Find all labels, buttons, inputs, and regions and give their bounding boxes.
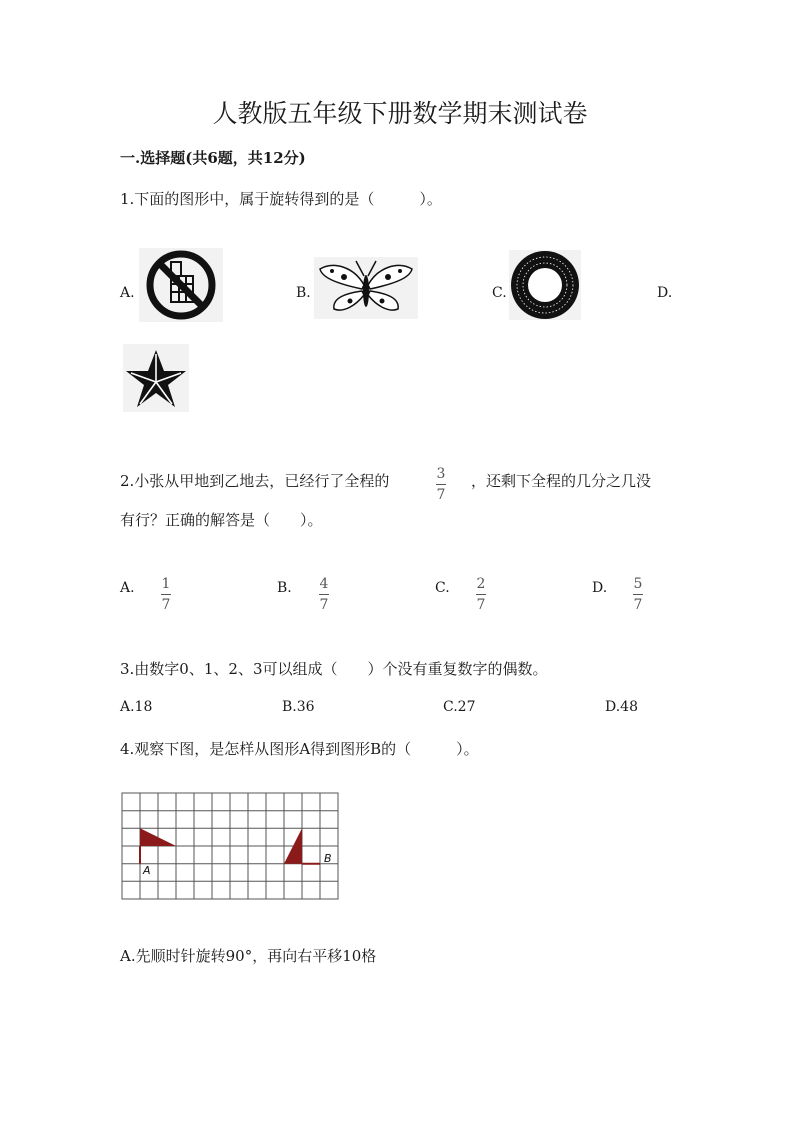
q3-option-d: D.48 — [605, 699, 638, 715]
no-building-sign-icon — [139, 248, 223, 322]
fraction-bar — [476, 594, 486, 595]
q4-option-a: A.先顺时针旋转90°，再向右平移10格 — [120, 947, 377, 965]
q1-option-c-label: C. — [492, 285, 507, 301]
question-3-text: 3.由数字0、1、2、3可以组成（ ）个没有重复数字的偶数。 — [120, 660, 548, 678]
question-2-text-end: ，还剩下全程的几分之几没 — [471, 472, 652, 490]
fraction-denominator: 7 — [319, 597, 329, 613]
fraction-denominator: 7 — [436, 487, 446, 503]
fraction-numerator: 1 — [161, 576, 171, 592]
fraction-denominator: 7 — [161, 597, 171, 613]
butterfly-icon — [314, 257, 418, 319]
grid-figure — [121, 792, 341, 902]
q3-option-a: A.18 — [120, 699, 153, 715]
fraction-denominator: 7 — [476, 597, 486, 613]
q2-option-d-label: D. — [592, 580, 608, 596]
q2-option-c-label: C. — [435, 580, 450, 596]
fraction-denominator: 7 — [633, 597, 643, 613]
q1-option-a-label: A. — [120, 285, 135, 301]
fraction-bar — [436, 484, 446, 485]
fraction-bar — [633, 594, 643, 595]
section-heading: 一.选择题(共6题，共12分) — [120, 149, 306, 167]
question-2-text-line2: 有行？正确的解答是（ ）。 — [120, 511, 323, 529]
q2-option-a-fraction — [161, 573, 171, 612]
question-2-text-start: 2.小张从甲地到乙地去，已经行了全程的 — [120, 472, 390, 490]
q2-option-b-label: B. — [277, 580, 292, 596]
star-icon — [123, 344, 189, 412]
q1-option-b-label: B. — [296, 285, 311, 301]
question-4-text: 4.观察下图，是怎样从图形A得到图形B的（ ）。 — [120, 740, 479, 758]
question-1-text: 1.下面的图形中，属于旋转得到的是（ ）。 — [120, 190, 442, 208]
q2-option-a-label: A. — [120, 580, 135, 596]
q2-given-fraction — [436, 463, 446, 502]
fraction-numerator: 4 — [319, 576, 329, 592]
fraction-bar — [161, 594, 171, 595]
fraction-numerator: 5 — [633, 576, 643, 592]
q2-option-c-fraction — [476, 573, 486, 612]
fraction-numerator: 2 — [476, 576, 486, 592]
label-a: A — [143, 864, 151, 877]
q2-option-b-fraction — [319, 573, 329, 612]
page-title: 人教版五年级下册数学期末测试卷 — [212, 99, 588, 128]
ring-icon — [509, 250, 581, 320]
q1-option-d-label: D. — [657, 285, 673, 301]
fraction-bar — [319, 594, 329, 595]
q3-option-c: C.27 — [443, 699, 476, 715]
q3-option-b: B.36 — [282, 699, 315, 715]
label-b: B — [324, 852, 332, 865]
fraction-numerator: 3 — [436, 466, 446, 482]
q2-option-d-fraction — [633, 573, 643, 612]
